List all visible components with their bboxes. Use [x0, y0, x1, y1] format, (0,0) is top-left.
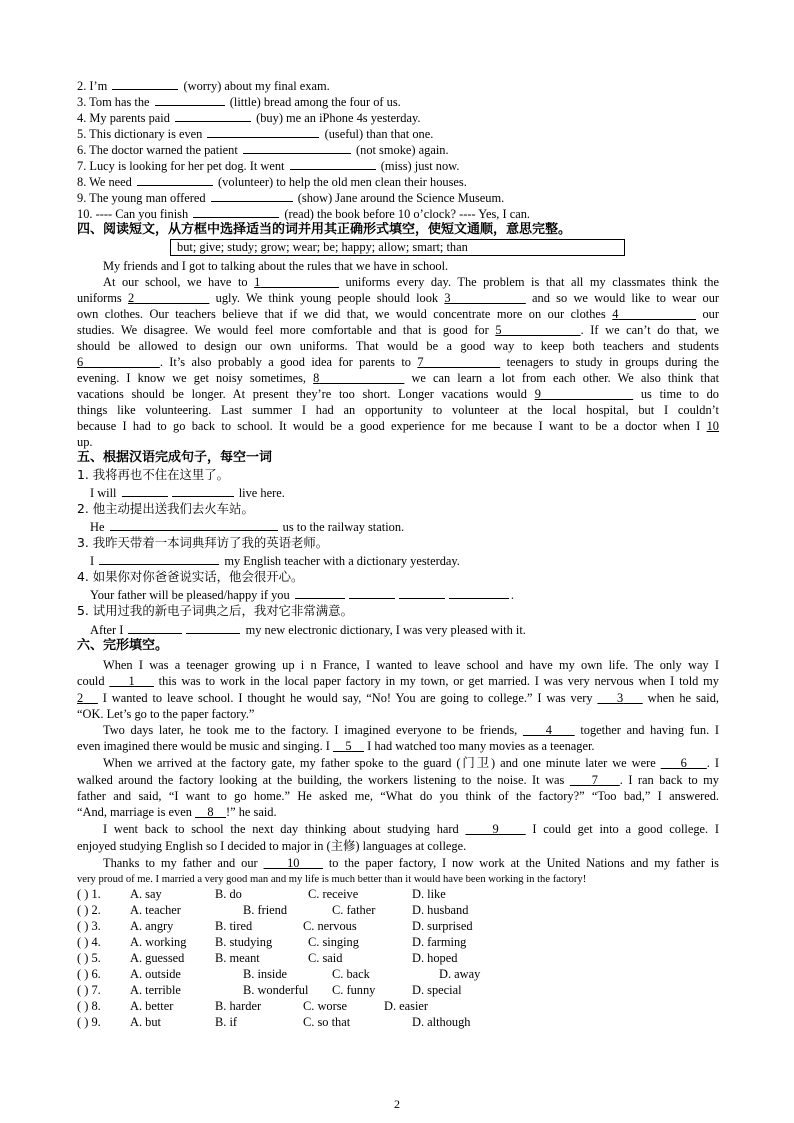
blank-number: 9 [534, 387, 541, 401]
blank-number: 1 [128, 674, 135, 688]
option-row: ( ) 3. A. angry B. tired C. nervous D. surprised [77, 919, 473, 933]
cloze-line: When we arrived at the factory gate, my father spoke to the guard (门卫) and one minute later we were 6 . I [103, 756, 719, 770]
cloze-line: very proud of me. I married a very good man and my life is much better than it would have been working in the factory! [77, 874, 587, 885]
answer-blank[interactable] [349, 586, 395, 599]
cloze-line: could 1 this was to work in the local paper factory in my town, or get married. I was very nervous when I told my [77, 674, 719, 688]
passage-line: evening. I know we get noisy sometimes, 8 we can learn a lot from each other. We also think that [77, 371, 719, 385]
blank-number: 2 [128, 291, 135, 305]
option-row: ( ) 8. A. better B. harder C. worse D. easier [77, 999, 429, 1013]
passage-line: My friends and I got to talking about the rules that we have in school. [103, 259, 449, 273]
answer-blank[interactable] [137, 173, 213, 186]
blank-number: 2 [77, 691, 84, 705]
cloze-line: Thanks to my father and our 10 to the paper factory, I now work at the United Nations and my father is [103, 856, 719, 870]
blank-number: 7 [417, 355, 424, 369]
cloze-line: enjoyed studying English so I decided to major in (主修) languages at college. [77, 839, 467, 853]
ex-item-7: 7. Lucy is looking for her pet dog. It went (miss) just now. [77, 159, 460, 173]
translation-prompt: 1. 我将再也不住在这里了。 [77, 467, 230, 482]
cloze-line: walked around the factory looking at the building, the workers listening to the noise. It was 7 . I ran back to my [77, 773, 719, 787]
translation-sentence: Your father will be pleased/happy if you . [90, 588, 514, 602]
answer-blank[interactable] [295, 586, 345, 599]
passage-line: up. [77, 435, 93, 449]
answer-blank[interactable] [193, 205, 279, 218]
blank-number: 10 [706, 419, 719, 433]
answer-blank[interactable] [211, 189, 293, 202]
option-row: ( ) 1. A. say B. do C. receive D. like [77, 887, 446, 901]
blank-number: 6 [77, 355, 84, 369]
blank-number: 9 [492, 822, 499, 836]
answer-blank[interactable] [155, 93, 225, 106]
passage-line: should be allowed to design our own uniforms. That would be a good way to keep both teachers and students [77, 339, 719, 353]
answer-blank[interactable] [122, 484, 168, 497]
translation-prompt: 3. 我昨天带着一本词典拜访了我的英语老师。 [77, 535, 329, 550]
answer-blank[interactable] [110, 518, 278, 531]
passage-line: vacations should be longer. At present they’re too short. Longer vacations would 9 us time to do [77, 387, 719, 401]
blank-number: 3 [444, 291, 451, 305]
cloze-line: Two days later, he took me to the factory. I imagined everyone to be friends, 4 together and having fun. I [103, 723, 719, 737]
passage-line: studies. We disagree. We would feel more comfortable and that is good for 5 . If we can’t do that, we [77, 323, 719, 337]
option-row: ( ) 5. A. guessed B. meant C. said D. hoped [77, 951, 458, 965]
answer-blank[interactable] [112, 77, 178, 90]
option-row: ( ) 7. A. terrible B. wonderful C. funny D. special [77, 983, 462, 997]
passage-line: 6 . It’s also probably a good idea for parents to 7 teenagers to study in groups during the [77, 355, 719, 369]
section-5-heading: 五、根据汉语完成句子，每空一词 [77, 450, 273, 465]
answer-blank[interactable] [99, 552, 219, 565]
passage-line: things like volunteering. Last summer I had an opportunity to volunteer at the local hospital, but I couldn’t [77, 403, 719, 417]
cloze-line: father and said, “I want to go home.” He asked me, “What do you think of the factory?” “Too bad,” I answered. [77, 789, 719, 803]
passage-line: uniforms 2 ugly. We think young people should look 3 and so we would like to wear our [77, 291, 719, 305]
translation-sentence: After I my new electronic dictionary, I was very pleased with it. [90, 623, 526, 637]
cloze-line: When I was a teenager growing up i n France, I wanted to leave school and have my own life. The only way I [103, 658, 719, 672]
passage-line: At our school, we have to 1 uniforms every day. The problem is that all my classmates think the [103, 275, 719, 289]
blank-number: 5 [495, 323, 502, 337]
answer-blank[interactable] [128, 621, 182, 634]
option-row: ( ) 6. A. outside B. inside C. back D. away [77, 967, 481, 981]
answer-blank[interactable] [290, 157, 376, 170]
word-box: but; give; study; grow; wear; be; happy; allow; smart; than [170, 239, 625, 256]
answer-blank[interactable] [449, 586, 509, 599]
translation-sentence: I my English teacher with a dictionary yesterday. [90, 554, 460, 568]
translation-sentence: He us to the railway station. [90, 520, 405, 534]
answer-blank[interactable] [175, 109, 251, 122]
ex-item-8: 8. We need (volunteer) to help the old men clean their houses. [77, 175, 467, 189]
cloze-line: “OK. Let’s go to the paper factory.” [77, 707, 255, 721]
ex-item-3: 3. Tom has the (little) bread among the four of us. [77, 95, 401, 109]
option-row: ( ) 4. A. working B. studying C. singing D. farming [77, 935, 467, 949]
ex-item-5: 5. This dictionary is even (useful) than that one. [77, 127, 434, 141]
section-4-heading: 四、阅读短文，从方框中选择适当的词并用其正确形式填空，使短文通顺，意思完整。 [77, 222, 572, 237]
cloze-line: 2 I wanted to leave school. I thought he would say, “No! You are going to college.” I was very 3 when he said, [77, 691, 719, 705]
answer-blank[interactable] [399, 586, 445, 599]
blank-number: 4 [545, 723, 552, 737]
blank-number: 4 [612, 307, 619, 321]
answer-blank[interactable] [207, 125, 319, 138]
passage-line: own clothes. Our teachers believe that if we did that, we would concentrate more on our clothes 4 our [77, 307, 719, 321]
option-row: ( ) 9. A. but B. if C. so that D. although [77, 1015, 471, 1029]
answer-blank[interactable] [172, 484, 234, 497]
ex-item-4: 4. My parents paid (buy) me an iPhone 4s yesterday. [77, 111, 421, 125]
translation-sentence: I will live here. [90, 486, 285, 500]
page-number: 2 [394, 1097, 400, 1111]
blank-number: 8 [313, 371, 320, 385]
translation-prompt: 4. 如果你对你爸爸说实话，他会很开心。 [77, 569, 304, 584]
cloze-line: I went back to school the next day thinking about studying hard 9 I could get into a good college. I [103, 822, 719, 836]
ex-item-6: 6. The doctor warned the patient (not smoke) again. [77, 143, 449, 157]
ex-item-2: 2. I’m (worry) about my final exam. [77, 79, 330, 93]
blank-number: 1 [254, 275, 261, 289]
translation-prompt: 2. 他主动提出送我们去火车站。 [77, 501, 254, 516]
blank-number: 5 [345, 739, 352, 753]
option-row: ( ) 2. A. teacher B. friend C. father D. husband [77, 903, 469, 917]
ex-item-10: 10. ---- Can you finish (read) the book before 10 o’clock? ---- Yes, I can. [77, 207, 531, 221]
blank-number: 3 [616, 691, 624, 705]
answer-blank[interactable] [186, 621, 240, 634]
blank-number: 7 [591, 773, 598, 787]
blank-number: 8 [207, 805, 214, 819]
blank-number: 6 [680, 756, 687, 770]
cloze-line: “And, marriage is even 8 !” he said. [77, 805, 277, 819]
blank-number: 10 [287, 856, 300, 870]
passage-line: because I had to go back to school. It would be a good experience for me because I want to be a doctor when I 10 [77, 419, 719, 433]
answer-blank[interactable] [243, 141, 351, 154]
translation-prompt: 5. 试用过我的新电子词典之后，我对它非常满意。 [77, 603, 353, 618]
section-6-heading: 六、完形填空。 [77, 638, 169, 653]
cloze-line: even imagined there would be music and singing. I 5 I had watched too many movies as a teenager. [77, 739, 595, 753]
ex-item-9: 9. The young man offered (show) Jane around the Science Museum. [77, 191, 505, 205]
